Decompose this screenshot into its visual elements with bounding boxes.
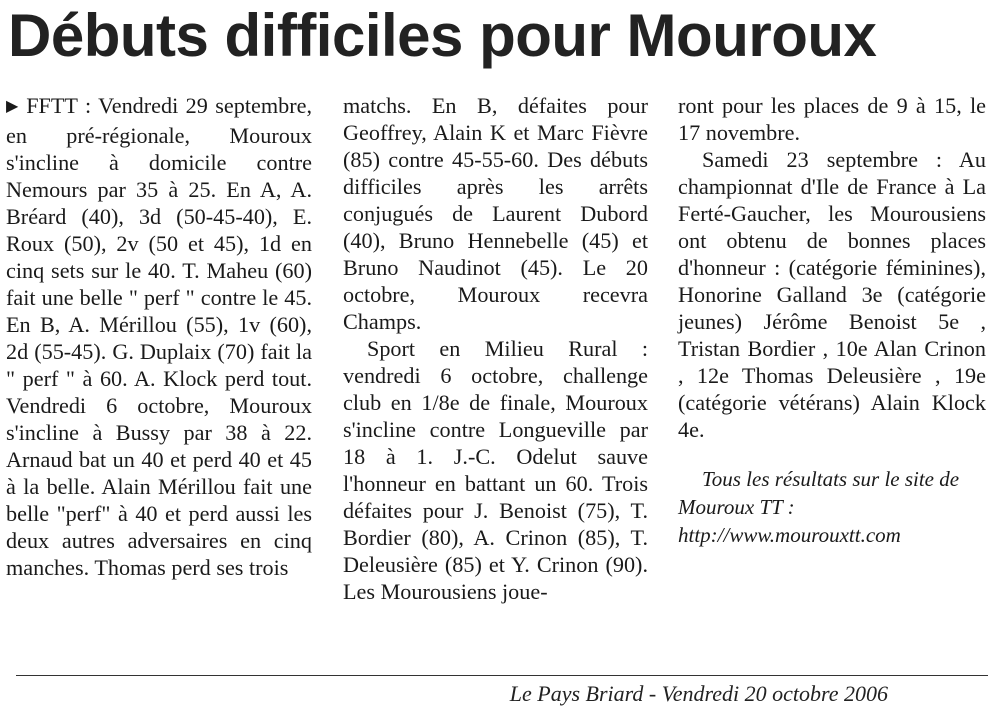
- article-column-3: [678, 92, 986, 549]
- paragraph-fftt-text: FFTT : Vendredi 29 septembre, en pré-régionale, Mouroux s'incline à domicile contre Nemours par 35 à 25. En A, A. Bréard (40), 3d (50-45-40), E. Roux (50), 2v (50 et 45), 1d en cinq sets sur le 40. T. Maheu (60) fait une belle " perf " contre le 45. En B, A. Mérillou (55), 1v (60), 2d (55-45). G. Duplaix (70) fait la " perf " à 60. A. Klock perd tout. Vendredi 6 octobre, Mouroux s'incline à Bussy par 38 à 22. Arnaud bat un 40 et perd 40 et 45 à la belle. Alain Mérillou fait une belle "perf" à 40 et perd aussi les deux autres adversaires en cinq manches. Thomas perd ses trois: [6, 93, 313, 580]
- footer-rule: [16, 675, 988, 676]
- results-credits: Tous les résultats sur le site de Mouroux TT : http://www.mourouxtt.com: [678, 467, 960, 547]
- publication-footer: Le Pays Briard - Vendredi 20 octobre 2006: [509, 681, 888, 706]
- article-column-1: [6, 92, 312, 581]
- paragraph-b-team: matchs. En B, défaites pour Geoffrey, Alain K et Marc Fièvre (85) contre 45-55-60. Des débuts difficiles après les arrêts conjugués de Laurent Dubord (40), Bruno Hennebelle (45) et Bruno Naudinot (45). Le 20 octobre, Mouroux recevra Champs.: [343, 93, 648, 334]
- paragraph-championnat: Samedi 23 septembre : Au championnat d'Ile de France à La Ferté-Gaucher, les Mourousiens ont obtenu de bonnes places d'honneur : (catégorie féminines), Honorine Galland 3e (catégorie jeunes) Jérôme Benoist 5e , Tristan Bordier , 10e Alan Crinon , 12e Thomas Deleusière , 19e (catégorie vétérans) Alain Klock 4e.: [678, 147, 986, 442]
- paragraph-sport-milieu-rural: Sport en Milieu Rural : vendredi 6 octobre, challenge club en 1/8e de finale, Mouroux s'incline contre Longueville par 18 à 1. J.-C. Odelut sauve l'honneur en battant un 60. Trois défaites pour J. Benoist (75), T. Bordier (80), A. Crinon (85), T. Deleusière (85) et Y. Crinon (90). Les Mourousiens joue-: [343, 336, 648, 604]
- triangle-bullet-icon: ▶: [6, 98, 21, 115]
- headline: Débuts difficiles pour Mouroux: [8, 2, 877, 69]
- paragraph-fftt: [6, 92, 312, 581]
- article-column-2: [343, 92, 648, 605]
- paragraph-places: ront pour les places de 9 à 15, le 17 novembre.: [678, 93, 986, 145]
